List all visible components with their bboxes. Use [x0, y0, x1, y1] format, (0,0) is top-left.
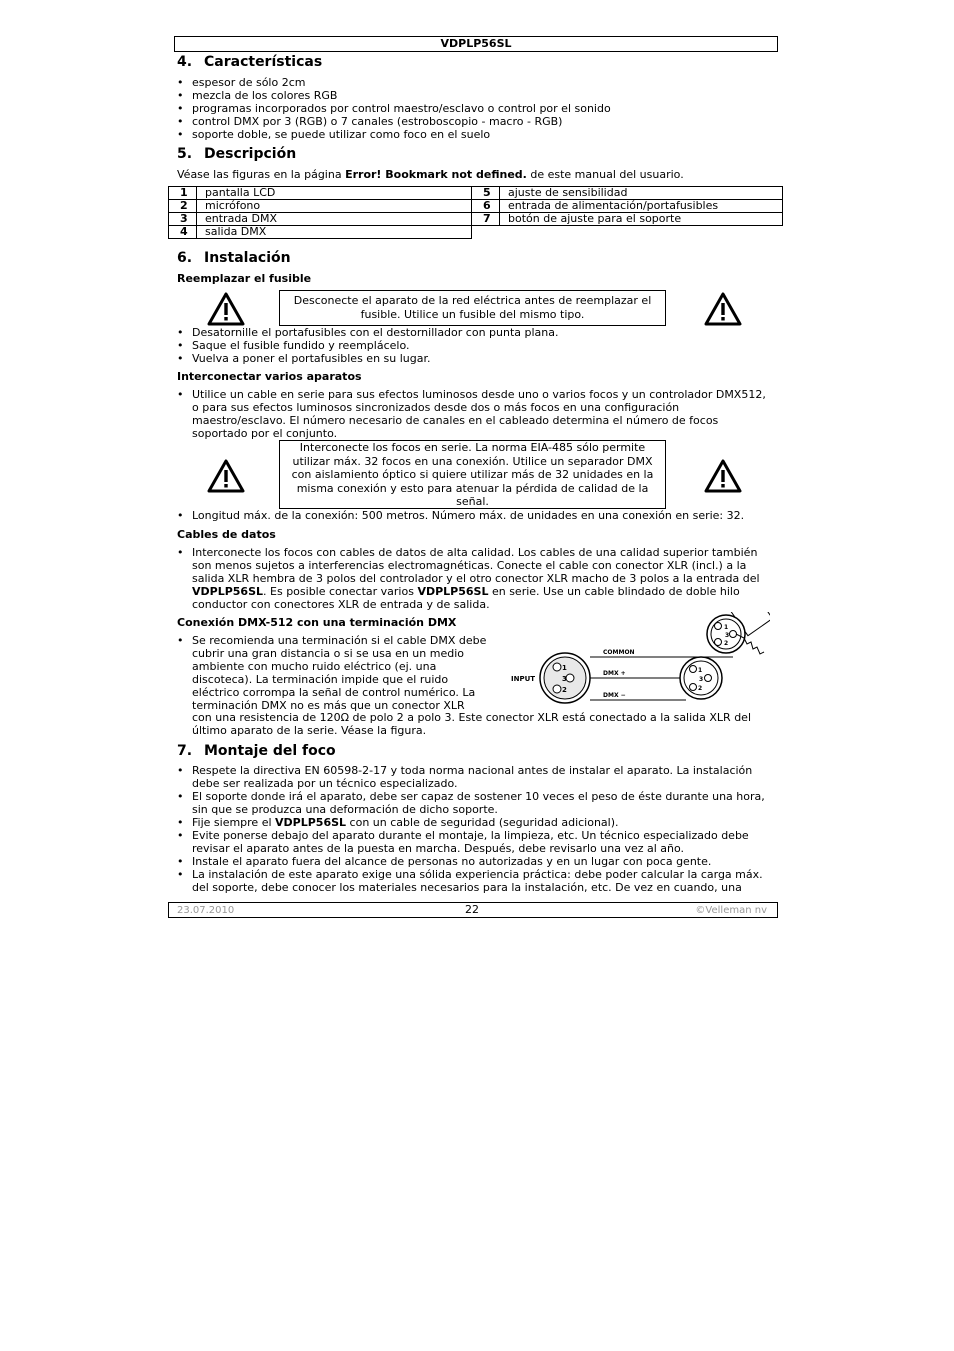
list-item: • La instalación de este aparato exige una sólida experiencia práctica: debe poder calcular la carga máx. del soporte, debe conocer los materiales necesarios para la instalación, etc. De vez en cuando, una	[177, 868, 777, 894]
svg-text:2: 2	[724, 640, 729, 647]
svg-text:3: 3	[725, 632, 730, 639]
warning-icon	[704, 292, 742, 326]
dmx-text-continued: con una resistencia de 120Ω de polo 2 a polo 3. Este conector XLR está conectado a la salida XLR del último aparato de la serie. Véase la figura.	[192, 711, 752, 737]
warning-icon	[207, 292, 245, 326]
description-intro: Véase las figuras en la página Error! Bookmark not defined. de este manual del usuario.	[177, 168, 684, 181]
svg-text:1: 1	[698, 667, 703, 674]
list-item: • Respete la directiva EN 60598-2-17 y toda norma nacional antes de instalar el aparato. La instalación debe ser realizada por un técnico especializado.	[177, 764, 777, 790]
footer-copyright: ©Velleman nv	[695, 905, 767, 916]
page-footer	[168, 902, 778, 918]
section-4-heading: 4. Características	[177, 54, 323, 70]
table-row: 3 entrada DMX 7 botón de ajuste para el soporte	[169, 213, 783, 226]
svg-text:1: 1	[562, 664, 567, 672]
list-item: • Desatornille el portafusibles con el destornillador con punta plana.	[177, 326, 777, 339]
fuse-steps-list	[177, 326, 777, 365]
mounting-list	[177, 764, 777, 894]
warning-icon	[704, 459, 742, 493]
common-label: COMMON	[603, 649, 635, 656]
list-item: • Fije siempre el VDPLP56SL con un cable de seguridad (seguridad adicional).	[177, 816, 777, 829]
input-label: INPUT	[511, 675, 536, 683]
dmx-list	[177, 634, 497, 712]
warning-icon	[207, 459, 245, 493]
list-item: • Instale el aparato fuera del alcance de personas no autorizadas y en un lugar con poca gente.	[177, 855, 777, 868]
cables-list	[177, 546, 777, 611]
svg-text:2: 2	[698, 685, 703, 692]
svg-text:1: 1	[724, 624, 729, 631]
section-7-heading: 7. Montaje del foco	[177, 743, 336, 759]
list-item: • El soporte donde irá el aparato, debe ser capaz de sostener 10 veces el peso de éste durante una hora, sin que se produzca una deformación de dicho soporte.	[177, 790, 777, 816]
cables-heading: Cables de datos	[177, 528, 276, 541]
list-item: • Evite ponerse debajo del aparato durante el montaje, la limpieza, etc. Un técnico especializado debe revisar el aparato antes de la puesta en marcha. Después, debe revisarlo una vez al año.	[177, 829, 777, 855]
list-item: • Vuelva a poner el portafusibles en su lugar.	[177, 352, 777, 365]
series-warning-box: Interconecte los focos en serie. La norma EIA-485 sólo permite utilizar máx. 32 focos en una conexión. Utilice un separador DMX con aislamiento óptico si quiere utilizar más de 32 unidades en la misma conexión y esto para atenuar la pérdida de calidad de la señal.	[279, 440, 666, 509]
list-item: • Utilice un cable en serie para sus efectos luminosos desde uno o varios focos y un controlador DMX512, o para sus efectos luminosos sincronizados desde dos o más focos en una configuración maestro/esclavo. El número necesario de canales en el cableado determina el número de focos soportado por el conjunto.	[177, 388, 767, 440]
dmx-heading: Conexión DMX-512 con una terminación DMX	[177, 616, 457, 629]
fuse-heading: Reemplazar el fusible	[177, 272, 312, 285]
svg-text:3: 3	[562, 675, 567, 683]
section-5-heading: 5. Descripción	[177, 146, 297, 162]
list-item: • mezcla de los colores RGB	[177, 89, 777, 102]
list-item: • espesor de sólo 2cm	[177, 76, 777, 89]
header-model: VDPLP56SL	[440, 37, 512, 50]
multi-heading: Interconectar varios aparatos	[177, 370, 362, 383]
dmx-termination-diagram	[508, 612, 770, 704]
section-6-heading: 6. Instalación	[177, 250, 291, 266]
list-item: • Longitud máx. de la conexión: 500 metros. Número máx. de unidades en una conexión en serie: 32.	[177, 509, 777, 522]
list-item: • Interconecte los focos con cables de datos de alta calidad. Los cables de una calidad superior también son menos sujetos a interferencias electromagnéticas. Conecte el cable con conector XLR (incl.) a la salida XLR hembra de 3 polos del controlador y el otro conector XLR macho de 3 polos a la entrada del VDPLP56SL. Es posible conectar varios VDPLP56SL en serie. Use un cable blindado de doble hilo conductor con conectores XLR de entrada y de salida.	[177, 546, 777, 611]
table-row: 2 micrófono 6 entrada de alimentación/portafusibles	[169, 200, 783, 213]
dmx-minus-label: DMX −	[603, 692, 626, 699]
svg-text:3: 3	[699, 676, 704, 683]
list-item: • soporte doble, se puede utilizar como foco en el suelo	[177, 128, 777, 141]
multi-list	[177, 388, 767, 440]
dmx-plus-label: DMX +	[603, 670, 626, 677]
table-row: 4 salida DMX	[169, 226, 783, 239]
list-item: • Se recomienda una terminación si el cable DMX debe cubrir una gran distancia o si se usa en un medio ambiente con mucho ruido eléctrico (ej. una discoteca). La terminación impide que el ruido eléctrico corrompa la señal de control numérico. La terminación DMX no es más que un conector XLR	[177, 634, 497, 712]
fuse-warning-box: Desconecte el aparato de la red eléctrica antes de reemplazar el fusible. Utilice un fusible del mismo tipo.	[279, 290, 666, 326]
features-list	[177, 76, 777, 141]
length-list	[177, 509, 777, 522]
page-header	[174, 36, 778, 52]
page-number: 22	[465, 903, 479, 916]
footer-date: 23.07.2010	[177, 905, 235, 916]
list-item: • control DMX por 3 (RGB) o 7 canales (estroboscopio - macro - RGB)	[177, 115, 777, 128]
description-table	[168, 186, 783, 239]
list-item: • Saque el fusible fundido y reemplácelo.	[177, 339, 777, 352]
table-row: 1 pantalla LCD 5 ajuste de sensibilidad	[169, 187, 783, 200]
svg-text:2: 2	[562, 686, 567, 694]
list-item: • programas incorporados por control maestro/esclavo o control por el sonido	[177, 102, 777, 115]
